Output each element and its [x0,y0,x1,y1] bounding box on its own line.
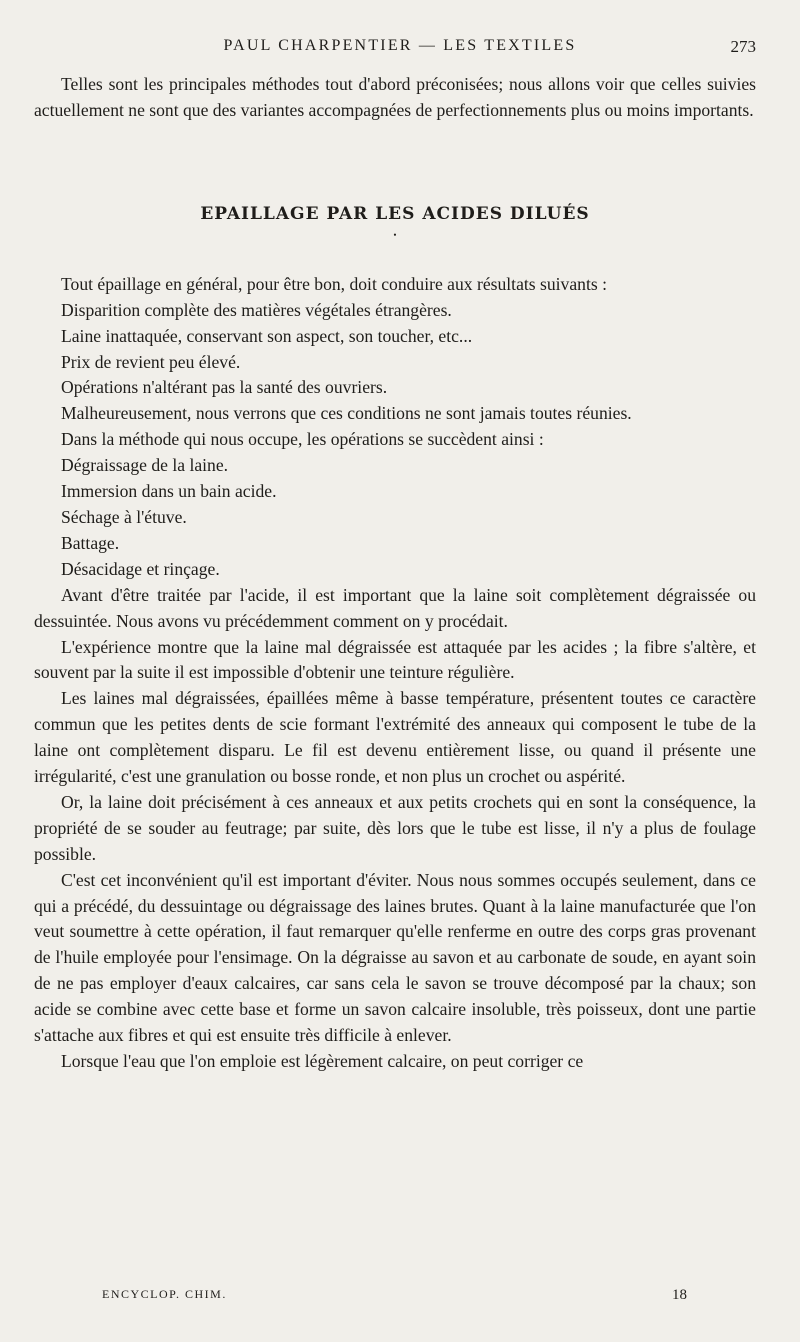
list-line: Lorsque l'eau que l'on emploie est légèrement calcaire, on peut corriger ce [61,1051,584,1071]
body-text [34,72,756,1075]
paragraph: C'est cet inconvénient qu'il est important d'éviter. Nous nous sommes occupés seulement, dans ce qui a précédé, du dessuintage ou dégraissage des laines brutes. Quant à la laine manufacturée que l'on veut soumettre à cette opération, il faut remarquer qu'elle renferme en outre des corps gras provenant de l'huile employée pour l'ensimage. On la dégraisse au savon et au carbonate de soude, en ayant soin de ne pas employer d'eaux calcaires, car sans cela le savon se trouve décomposé par la chaux; son acide se combine avec cette base et forme un savon calcaire insoluble, très poisseux, dont une partie s'attache aux fibres et qui est ensuite très difficile à enlever. [34,869,756,1046]
list-line: Dans la méthode qui nous occupe, les opérations se succèdent ainsi : [61,429,544,450]
intro-paragraph: Telles sont les principales méthodes tout d'abord préconisées; nous allons voir que celles suivies actuellement ne sont que des variantes accompagnées de perfectionnements plus ou moins importants. [34,74,756,120]
paragraph: L'expérience montre que la laine mal dégraissée est attaquée par les acides ; la fibre s'altère, et souvent par la suite il est impossible d'obtenir une teinture régulière. [34,636,756,683]
section-heading: EPAILLAGE PAR LES ACIDES DILUÉS [200,203,590,224]
list-line: Immersion dans un bain acide. [61,481,277,502]
list-line: Laine inattaquée, conservant son aspect, son toucher, etc... [61,325,473,346]
list-line: Séchage à l'étuve. [61,506,187,527]
paragraph: Malheureusement, nous verrons que ces conditions ne sont jamais toutes réunies. [61,403,632,424]
footer-signature: ENCYCLOP. CHIM. [102,1287,227,1301]
list-line: Dégraissage de la laine. [61,455,229,476]
section-body [34,272,756,1075]
list-line: Opérations n'altérant pas la santé des ouvriers. [61,377,388,398]
paragraph: Or, la laine doit précisément à ces anneaux et aux petits crochets qui en sont la conséquence, la propriété de se souder au feutrage; par suite, dès lors que le tube est lisse, il n'y a plus de foulage possible. [34,791,756,864]
list-line: Prix de revient peu élevé. [61,351,241,372]
page-footer [0,1287,800,1307]
list-line: Désacidage et rinçage. [61,558,220,579]
page-number: 273 [730,37,756,56]
heading-ornament: • [393,229,397,240]
running-head-title: PAUL CHARPENTIER — LES TEXTILES [223,37,577,54]
list-line: Battage. [61,532,120,553]
footer-sheet-number: 18 [672,1287,687,1303]
list-line: Disparition complète des matières végétales étrangères. [61,299,452,320]
paragraph: Avant d'être traitée par l'acide, il est important que la laine soit complètement dégraissée ou dessuintée. Nous avons vu précédemment comment on y procédait. [34,584,756,631]
paragraph: Tout épaillage en général, pour être bon, doit conduire aux résultats suivants : [61,273,607,294]
paragraph: Les laines mal dégraissées, épaillées même à basse température, présentent toutes ce caractère commun que les petites dents de scie formant l'extrémité des anneaux qui composent le tube de la laine ont complètement disparu. Le fil est devenu entièrement lisse, ou quand il présente une irrégularité, c'est une granulation ou bosse ronde, et non plus un crochet ou aspérité. [34,688,756,787]
running-head [0,37,800,59]
